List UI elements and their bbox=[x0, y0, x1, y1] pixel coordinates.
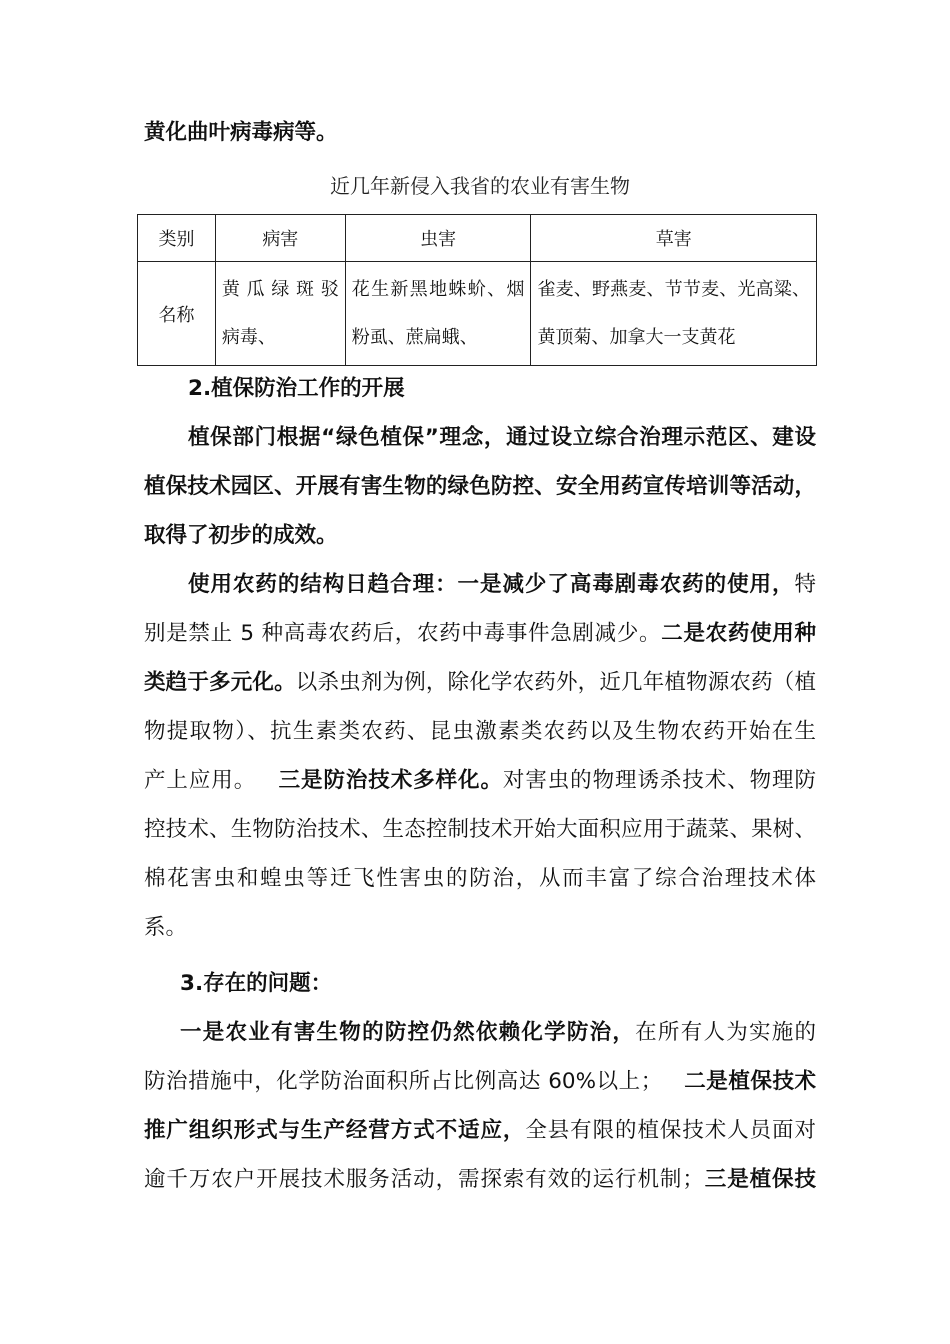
header-weed: 草害 bbox=[531, 215, 817, 262]
cell-pest-line1: 花生新黑地蛛蚧、烟 bbox=[351, 278, 525, 300]
cell-disease bbox=[215, 262, 345, 366]
para2-line2: 别是禁止 5 种高毒农药后，农药中毒事件急剧减少。二是农药使用种 bbox=[144, 621, 816, 646]
para2-line5: 产上应用。 三是防治技术多样化。对害虫的物理诱杀技术、物理防 bbox=[144, 768, 816, 793]
cell-weed bbox=[531, 262, 817, 366]
header-pest: 虫害 bbox=[345, 215, 531, 262]
intro-tail: 黄化曲叶病毒病等。 bbox=[144, 120, 338, 145]
cell-disease-line2: 病毒、 bbox=[221, 326, 276, 348]
para3-line1: 一是农业有害生物的防控仍然依赖化学防治，在所有人为实施的 bbox=[180, 1020, 816, 1045]
section3-heading: 3.存在的问题： bbox=[180, 971, 333, 996]
cell-weed-line2: 黄顶菊、加拿大一支黄花 bbox=[537, 326, 736, 348]
cell-pest bbox=[345, 262, 531, 366]
para2-line3: 类趋于多元化。以杀虫剂为例，除化学农药外，近几年植物源农药（植 bbox=[144, 670, 816, 695]
para1-line1: 植保部门根据“绿色植保”理念，通过设立综合治理示范区、建设 bbox=[188, 425, 816, 450]
table-header-row bbox=[138, 215, 817, 262]
row-label: 名称 bbox=[138, 262, 216, 366]
cell-weed-line1: 雀麦、野燕麦、节节麦、光高粱、 bbox=[537, 278, 810, 300]
para3-line3: 推广组织形式与生产经营方式不适应，全县有限的植保技术人员面对 bbox=[144, 1118, 816, 1143]
para1-line3: 取得了初步的成效。 bbox=[144, 523, 338, 548]
header-disease: 病害 bbox=[215, 215, 345, 262]
cell-disease-line1: 黄瓜绿斑驳 bbox=[221, 278, 339, 300]
para2-line6: 控技术、生物防治技术、生态控制技术开始大面积应用于蔬菜、果树、 bbox=[144, 817, 816, 842]
header-category: 类别 bbox=[138, 215, 216, 262]
para2-line8: 系。 bbox=[144, 915, 188, 940]
section2-heading: 2.植保防治工作的开展 bbox=[188, 376, 405, 401]
para3-line2: 防治措施中，化学防治面积所占比例高达 60%以上； 二是植保技术 bbox=[144, 1069, 816, 1094]
para2-line1: 使用农药的结构日趋合理：一是减少了高毒剧毒农药的使用，特 bbox=[188, 572, 816, 597]
table-caption: 近几年新侵入我省的农业有害生物 bbox=[330, 174, 630, 198]
para1-line2: 植保技术园区、开展有害生物的绿色防控、安全用药宣传培训等活动， bbox=[144, 474, 816, 499]
pest-table bbox=[137, 214, 817, 366]
para2-line4: 物提取物）、抗生素类农药、昆虫激素类农药以及生物农药开始在生 bbox=[144, 719, 816, 744]
para2-line7: 棉花害虫和蝗虫等迁飞性害虫的防治，从而丰富了综合治理技术体 bbox=[144, 866, 816, 891]
table-row bbox=[138, 262, 817, 366]
para3-line4: 逾千万农户开展技术服务活动，需探索有效的运行机制；三是植保技 bbox=[144, 1167, 816, 1192]
cell-pest-line2: 粉虱、蔗扁蛾、 bbox=[351, 326, 478, 348]
